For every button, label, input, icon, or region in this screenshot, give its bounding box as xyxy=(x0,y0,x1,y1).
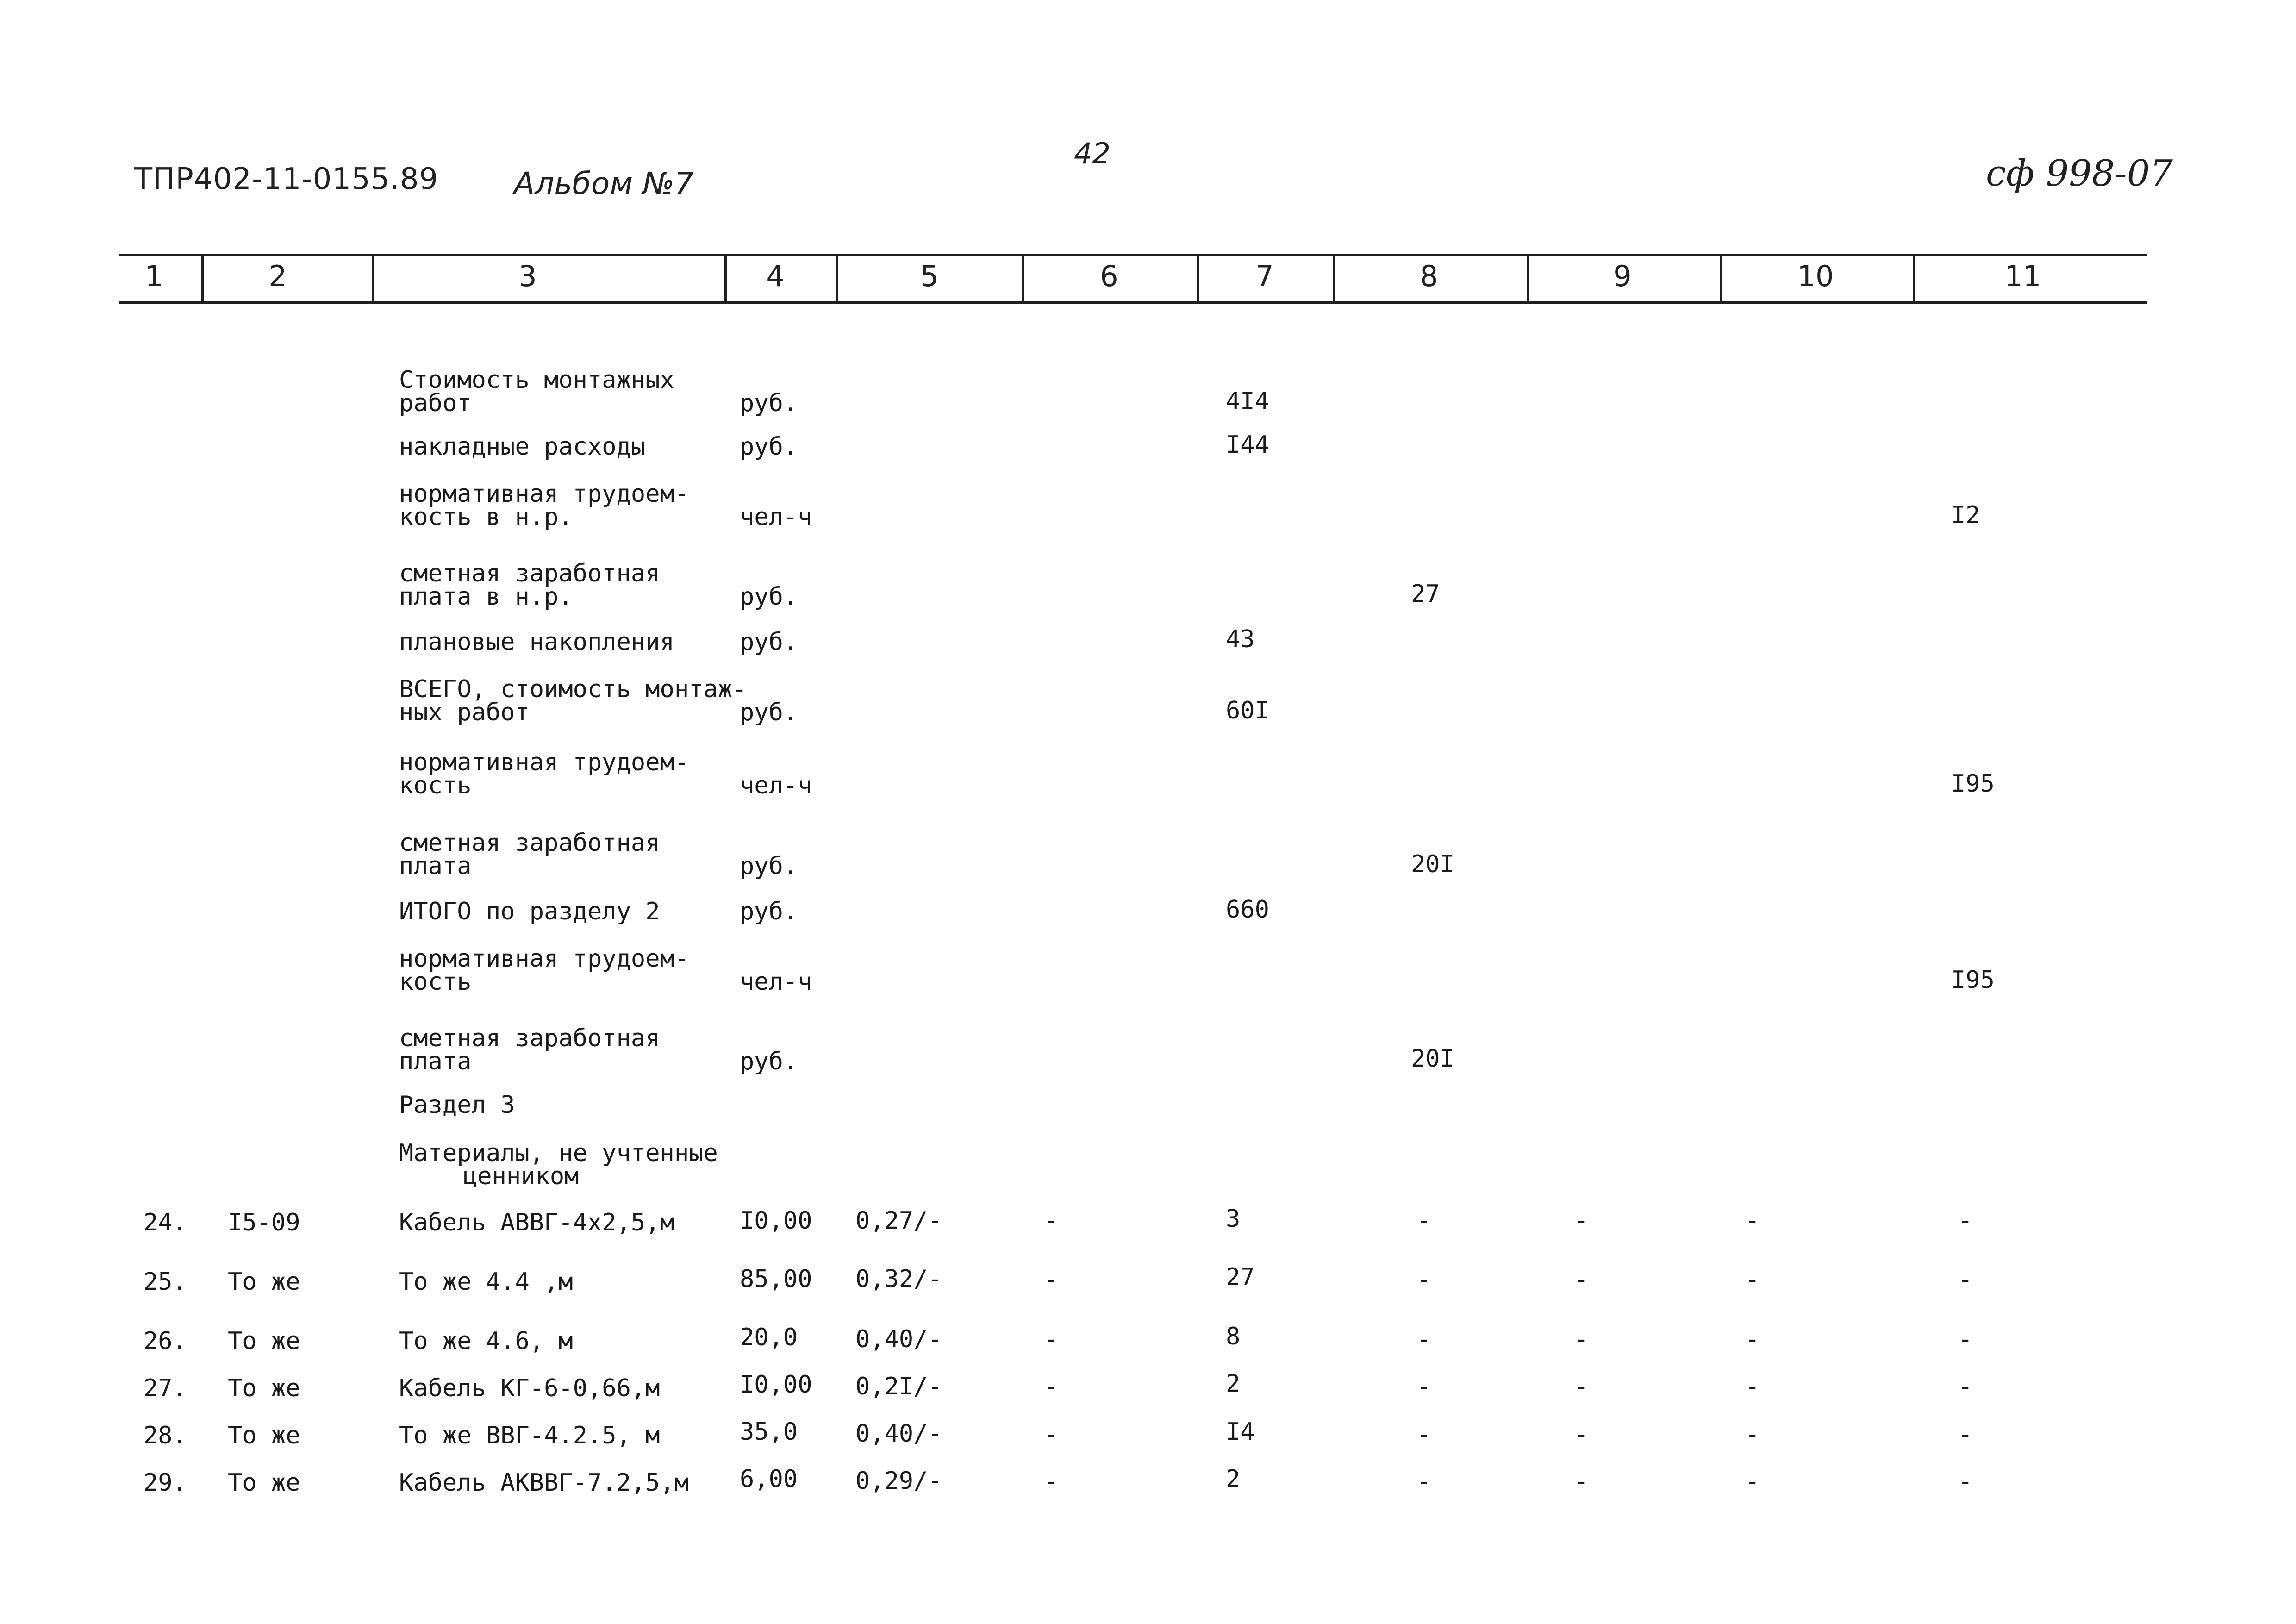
column-number: 8 xyxy=(1420,259,1438,293)
section-title: Раздел 3 xyxy=(399,1091,515,1119)
item-number: 28. xyxy=(144,1422,187,1449)
item-col9: - xyxy=(1574,1325,1589,1353)
summary-unit: чел-ч xyxy=(740,772,812,800)
item-price: 0,32/- xyxy=(855,1265,942,1293)
sheet-code: сф 998-07 xyxy=(1986,153,2173,194)
item-col7: 2 xyxy=(1226,1465,1241,1493)
item-col9: - xyxy=(1574,1468,1589,1496)
item-code: То же xyxy=(228,1374,300,1402)
item-price: 0,2I/- xyxy=(855,1373,942,1400)
item-col6: - xyxy=(1043,1373,1058,1400)
item-col10: - xyxy=(1745,1373,1760,1400)
column-number: 6 xyxy=(1100,259,1118,293)
item-quantity: 6,00 xyxy=(740,1465,798,1493)
summary-value-c7: 60I xyxy=(1226,697,1269,725)
item-col8: - xyxy=(1416,1468,1431,1496)
item-quantity: I0,00 xyxy=(740,1207,812,1235)
item-description: То же ВВГ-4.2.5, м xyxy=(399,1422,660,1449)
page-number: 42 xyxy=(1074,137,1111,170)
item-col7: 27 xyxy=(1226,1263,1255,1291)
album-number: Альбом №7 xyxy=(514,166,694,201)
summary-value-c7: 660 xyxy=(1226,896,1269,924)
item-col7: 2 xyxy=(1226,1370,1241,1398)
item-col11: - xyxy=(1958,1421,1973,1449)
item-col9: - xyxy=(1574,1421,1589,1449)
summary-label-line2: работ xyxy=(399,389,472,417)
header-top-rule xyxy=(119,254,2147,256)
item-price: 0,29/- xyxy=(855,1467,942,1495)
section-subtitle-line1: Материалы, не учтенные xyxy=(399,1139,718,1167)
column-divider xyxy=(1720,254,1722,304)
summary-label-line1: Стоимость монтажных xyxy=(399,366,674,394)
header-bottom-rule xyxy=(119,301,2147,304)
item-description: Кабель КГ-6-0,66,м xyxy=(399,1374,660,1402)
item-col8: - xyxy=(1416,1266,1431,1294)
item-col10: - xyxy=(1745,1325,1760,1353)
column-divider xyxy=(1527,254,1529,304)
summary-value-c8: 27 xyxy=(1411,580,1440,608)
column-divider xyxy=(372,254,374,304)
summary-label-line1: сметная заработная xyxy=(399,560,660,587)
item-col10: - xyxy=(1745,1468,1760,1496)
summary-value-c8: 20I xyxy=(1411,850,1454,878)
summary-label-line2: ных работ xyxy=(399,699,530,726)
item-quantity: 85,00 xyxy=(740,1265,812,1293)
summary-value-c7: 4I4 xyxy=(1226,387,1269,415)
column-divider xyxy=(1197,254,1199,304)
item-number: 24. xyxy=(144,1209,187,1237)
summary-label-line1: нормативная трудоем- xyxy=(399,480,689,508)
column-number: 9 xyxy=(1613,259,1632,293)
item-description: То же 4.6, м xyxy=(399,1327,573,1355)
item-col10: - xyxy=(1745,1421,1760,1449)
item-col9: - xyxy=(1574,1266,1589,1294)
summary-label-line1: сметная заработная xyxy=(399,1024,660,1052)
summary-label-line2: кость xyxy=(399,772,472,800)
column-number: 1 xyxy=(145,259,163,293)
document-code: ТПР402-11-0155.89 xyxy=(134,162,439,196)
summary-label-line2: кость xyxy=(399,968,472,996)
summary-label-line1: нормативная трудоем- xyxy=(399,945,689,973)
column-divider xyxy=(1022,254,1024,304)
summary-label-line2: кость в н.р. xyxy=(399,503,573,531)
item-description: Кабель АКВВГ-7.2,5,м xyxy=(399,1469,689,1497)
item-col11: - xyxy=(1958,1373,1973,1400)
item-description: То же 4.4 ,м xyxy=(399,1268,573,1296)
summary-unit: руб. xyxy=(740,583,798,611)
column-divider xyxy=(836,254,838,304)
item-number: 27. xyxy=(144,1374,187,1402)
summary-label-line1: сметная заработная xyxy=(399,829,660,857)
summary-label-line2: плата в н.р. xyxy=(399,583,573,611)
item-col9: - xyxy=(1574,1373,1589,1400)
item-col11: - xyxy=(1958,1325,1973,1353)
summary-unit: руб. xyxy=(740,1048,798,1075)
item-code: То же xyxy=(228,1422,300,1449)
item-number: 25. xyxy=(144,1268,187,1296)
item-col8: - xyxy=(1416,1373,1431,1400)
summary-unit: руб. xyxy=(740,389,798,417)
column-divider xyxy=(724,254,727,304)
summary-label-line2: плата xyxy=(399,852,472,880)
column-number: 10 xyxy=(1797,259,1834,293)
summary-unit: чел-ч xyxy=(740,968,812,996)
column-number: 4 xyxy=(766,259,785,293)
item-number: 26. xyxy=(144,1327,187,1355)
column-divider xyxy=(201,254,204,304)
column-number: 2 xyxy=(268,259,287,293)
item-col6: - xyxy=(1043,1207,1058,1235)
item-col6: - xyxy=(1043,1421,1058,1449)
item-code: То же xyxy=(228,1469,300,1497)
summary-label-line1: ВСЕГО, стоимость монтаж- xyxy=(399,675,747,703)
item-price: 0,40/- xyxy=(855,1420,942,1448)
column-number: 3 xyxy=(518,259,537,293)
item-col8: - xyxy=(1416,1325,1431,1353)
summary-unit: руб. xyxy=(740,433,798,461)
item-col11: - xyxy=(1958,1266,1973,1294)
item-col6: - xyxy=(1043,1266,1058,1294)
item-col7: 8 xyxy=(1226,1323,1241,1350)
item-price: 0,27/- xyxy=(855,1207,942,1235)
item-quantity: 20,0 xyxy=(740,1324,798,1351)
summary-unit: руб. xyxy=(740,628,798,656)
summary-value-c11: I2 xyxy=(1951,501,1980,529)
item-col8: - xyxy=(1416,1207,1431,1235)
summary-value-c7: 43 xyxy=(1226,625,1255,653)
item-code: То же xyxy=(228,1268,300,1296)
column-number: 5 xyxy=(920,259,939,293)
summary-unit: руб. xyxy=(740,699,798,726)
item-quantity: I0,00 xyxy=(740,1371,812,1399)
item-description: Кабель АВВГ-4x2,5,м xyxy=(399,1209,674,1237)
column-number: 7 xyxy=(1255,259,1274,293)
item-col9: - xyxy=(1574,1207,1589,1235)
summary-value-c11: I95 xyxy=(1951,770,1995,798)
item-col11: - xyxy=(1958,1207,1973,1235)
summary-label-line1: нормативная трудоем- xyxy=(399,749,689,776)
column-number: 11 xyxy=(2004,259,2041,293)
item-quantity: 35,0 xyxy=(740,1418,798,1446)
item-code: То же xyxy=(228,1327,300,1355)
item-col10: - xyxy=(1745,1207,1760,1235)
summary-label-line2: ИТОГО по разделу 2 xyxy=(399,898,660,925)
item-col10: - xyxy=(1745,1266,1760,1294)
summary-label-line2: плановые накопления xyxy=(399,628,674,656)
item-price: 0,40/- xyxy=(855,1325,942,1353)
summary-label-line2: плата xyxy=(399,1048,472,1075)
summary-unit: руб. xyxy=(740,898,798,925)
summary-label-line2: накладные расходы xyxy=(399,433,646,461)
item-col7: I4 xyxy=(1226,1418,1255,1446)
column-divider xyxy=(1333,254,1335,304)
summary-value-c8: 20I xyxy=(1411,1045,1454,1073)
summary-unit: чел-ч xyxy=(740,503,812,531)
summary-value-c11: I95 xyxy=(1951,966,1995,994)
item-col7: 3 xyxy=(1226,1205,1241,1233)
summary-unit: руб. xyxy=(740,852,798,880)
column-divider xyxy=(1913,254,1915,304)
item-col8: - xyxy=(1416,1421,1431,1449)
section-subtitle-line2: ценником xyxy=(463,1162,579,1190)
item-code: I5-09 xyxy=(228,1209,300,1237)
item-col6: - xyxy=(1043,1468,1058,1496)
summary-value-c7: I44 xyxy=(1226,431,1269,459)
item-col6: - xyxy=(1043,1325,1058,1353)
item-col11: - xyxy=(1958,1468,1973,1496)
item-number: 29. xyxy=(144,1469,187,1497)
